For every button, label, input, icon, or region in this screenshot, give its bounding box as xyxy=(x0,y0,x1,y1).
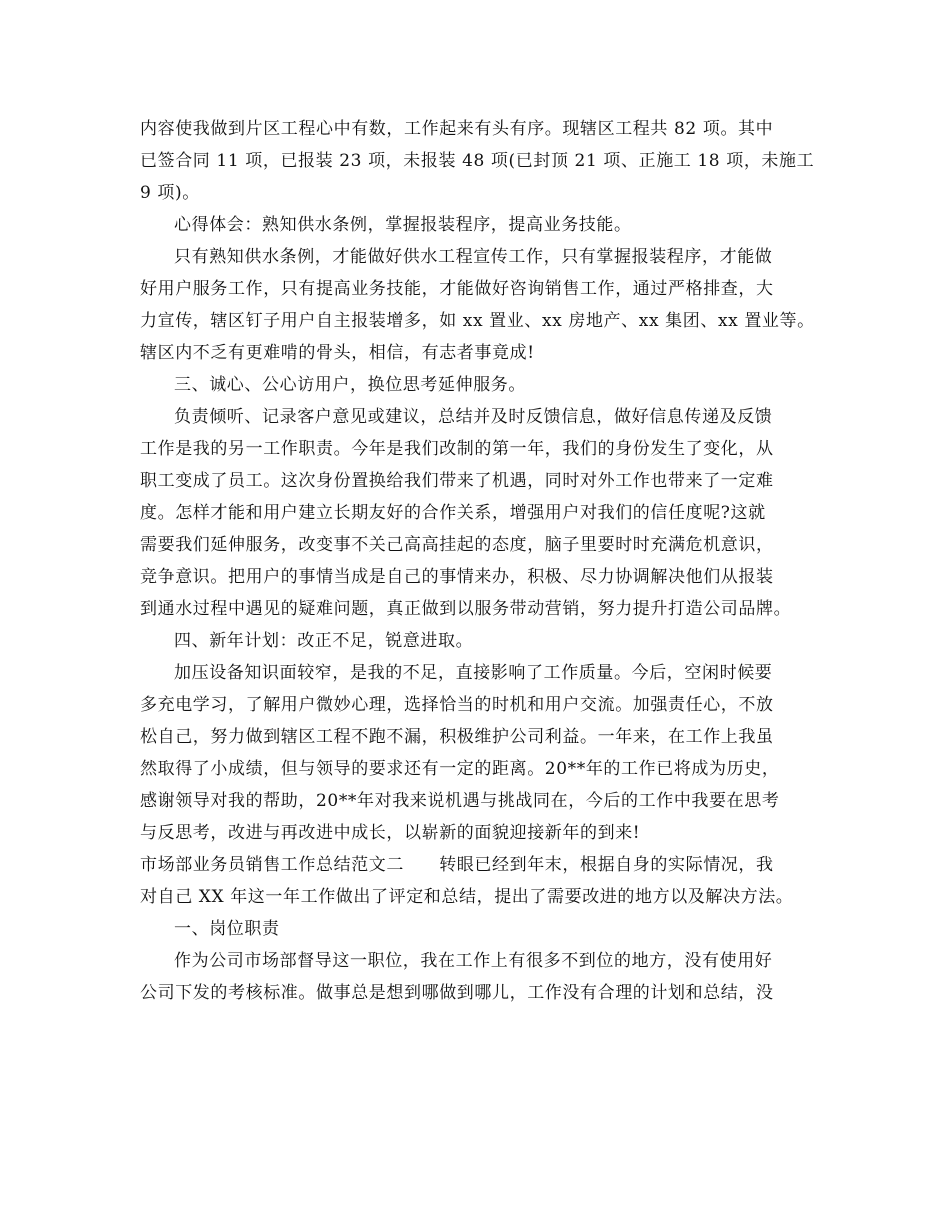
text-line: 内容使我做到片区工程心中有数，工作起来有头有序。现辖区工程共 82 项。其中 xyxy=(140,119,774,139)
document-body xyxy=(140,113,830,1009)
text-line: 辖区内不乏有更难啃的骨头，相信，有志者事竟成! xyxy=(140,343,535,363)
text-line: 好用户服务工作，只有提高业务技能，才能做好咨询销售工作，通过严格排查，大 xyxy=(140,279,774,299)
text-line: 四、新年计划：改正不足，锐意进取。 xyxy=(174,631,474,651)
text-line: 对自己 XX 年这一年工作做出了评定和总结，提出了需要改进的地方以及解决方法。 xyxy=(140,887,794,907)
text-line: 已签合同 11 项，已报装 23 项，未报装 48 项(已封顶 21 项、正施工 18 项，未施工 xyxy=(140,151,815,171)
text-line: 竞争意识。把用户的事情当成是自己的事情来办，积极、尽力协调解决他们从报装 xyxy=(140,567,774,587)
text-line: 需要我们延伸服务，改变事不关己高高挂起的态度，脑子里要时时充满危机意识， xyxy=(140,535,774,555)
text-line: 加压设备知识面较窄，是我的不足，直接影响了工作质量。今后，空闲时候要 xyxy=(174,663,773,683)
text-line: 作为公司市场部督导这一职位，我在工作上有很多不到位的地方，没有使用好 xyxy=(174,951,773,971)
text-line: 度。怎样才能和用户建立长期友好的合作关系，增强用户对我们的信任度呢?这就 xyxy=(140,503,766,523)
text-line: 与反思考，改进与再改进中成长，以崭新的面貌迎接新年的到来! xyxy=(140,823,641,843)
text-line: 力宣传，辖区钉子用户自主报装增多，如 xx 置业、xx 房地产、xx 集团、xx 置业等。 xyxy=(140,311,815,331)
text-line: 然取得了小成绩，但与领导的要求还有一定的距离。20**年的工作已将成为历史， xyxy=(140,759,780,779)
text-line: 负责倾听、记录客户意见或建议，总结并及时反馈信息，做好信息传递及反馈 xyxy=(174,407,773,427)
text-line: 松自己，努力做到辖区工程不跑不漏，积极维护公司利益。一年来，在工作上我虽 xyxy=(140,727,774,747)
text-line: 职工变成了员工。这次身份置换给我们带来了机遇，同时对外工作也带来了一定难 xyxy=(140,471,774,491)
text-line: 感谢领导对我的帮助，20**年对我来说机遇与挑战同在，今后的工作中我要在思考 xyxy=(140,791,780,811)
text-line: 9 项)。 xyxy=(140,183,200,203)
text-line: 心得体会：熟知供水条例，掌握报装程序，提高业务技能。 xyxy=(174,215,632,235)
text-line: 工作是我的另一工作职责。今年是我们改制的第一年，我们的身份发生了变化，从 xyxy=(140,439,774,459)
text-line: 多充电学习，了解用户微妙心理，选择恰当的时机和用户交流。加强责任心，不放 xyxy=(140,695,774,715)
text-line: 公司下发的考核标准。做事总是想到哪做到哪儿，工作没有合理的计划和总结，没 xyxy=(140,983,774,1003)
text-line: 到通水过程中遇见的疑难问题，真正做到以服务带动营销，努力提升打造公司品牌。 xyxy=(140,599,792,619)
text-line: 一、岗位职责 xyxy=(174,919,280,939)
text-line: 只有熟知供水条例，才能做好供水工程宣传工作，只有掌握报装程序，才能做 xyxy=(174,247,773,267)
text-line: 市场部业务员销售工作总结范文二 转眼已经到年末，根据自身的实际情况，我 xyxy=(140,855,774,875)
text-line: 三、诚心、公心访用户，换位思考延伸服务。 xyxy=(174,375,526,395)
